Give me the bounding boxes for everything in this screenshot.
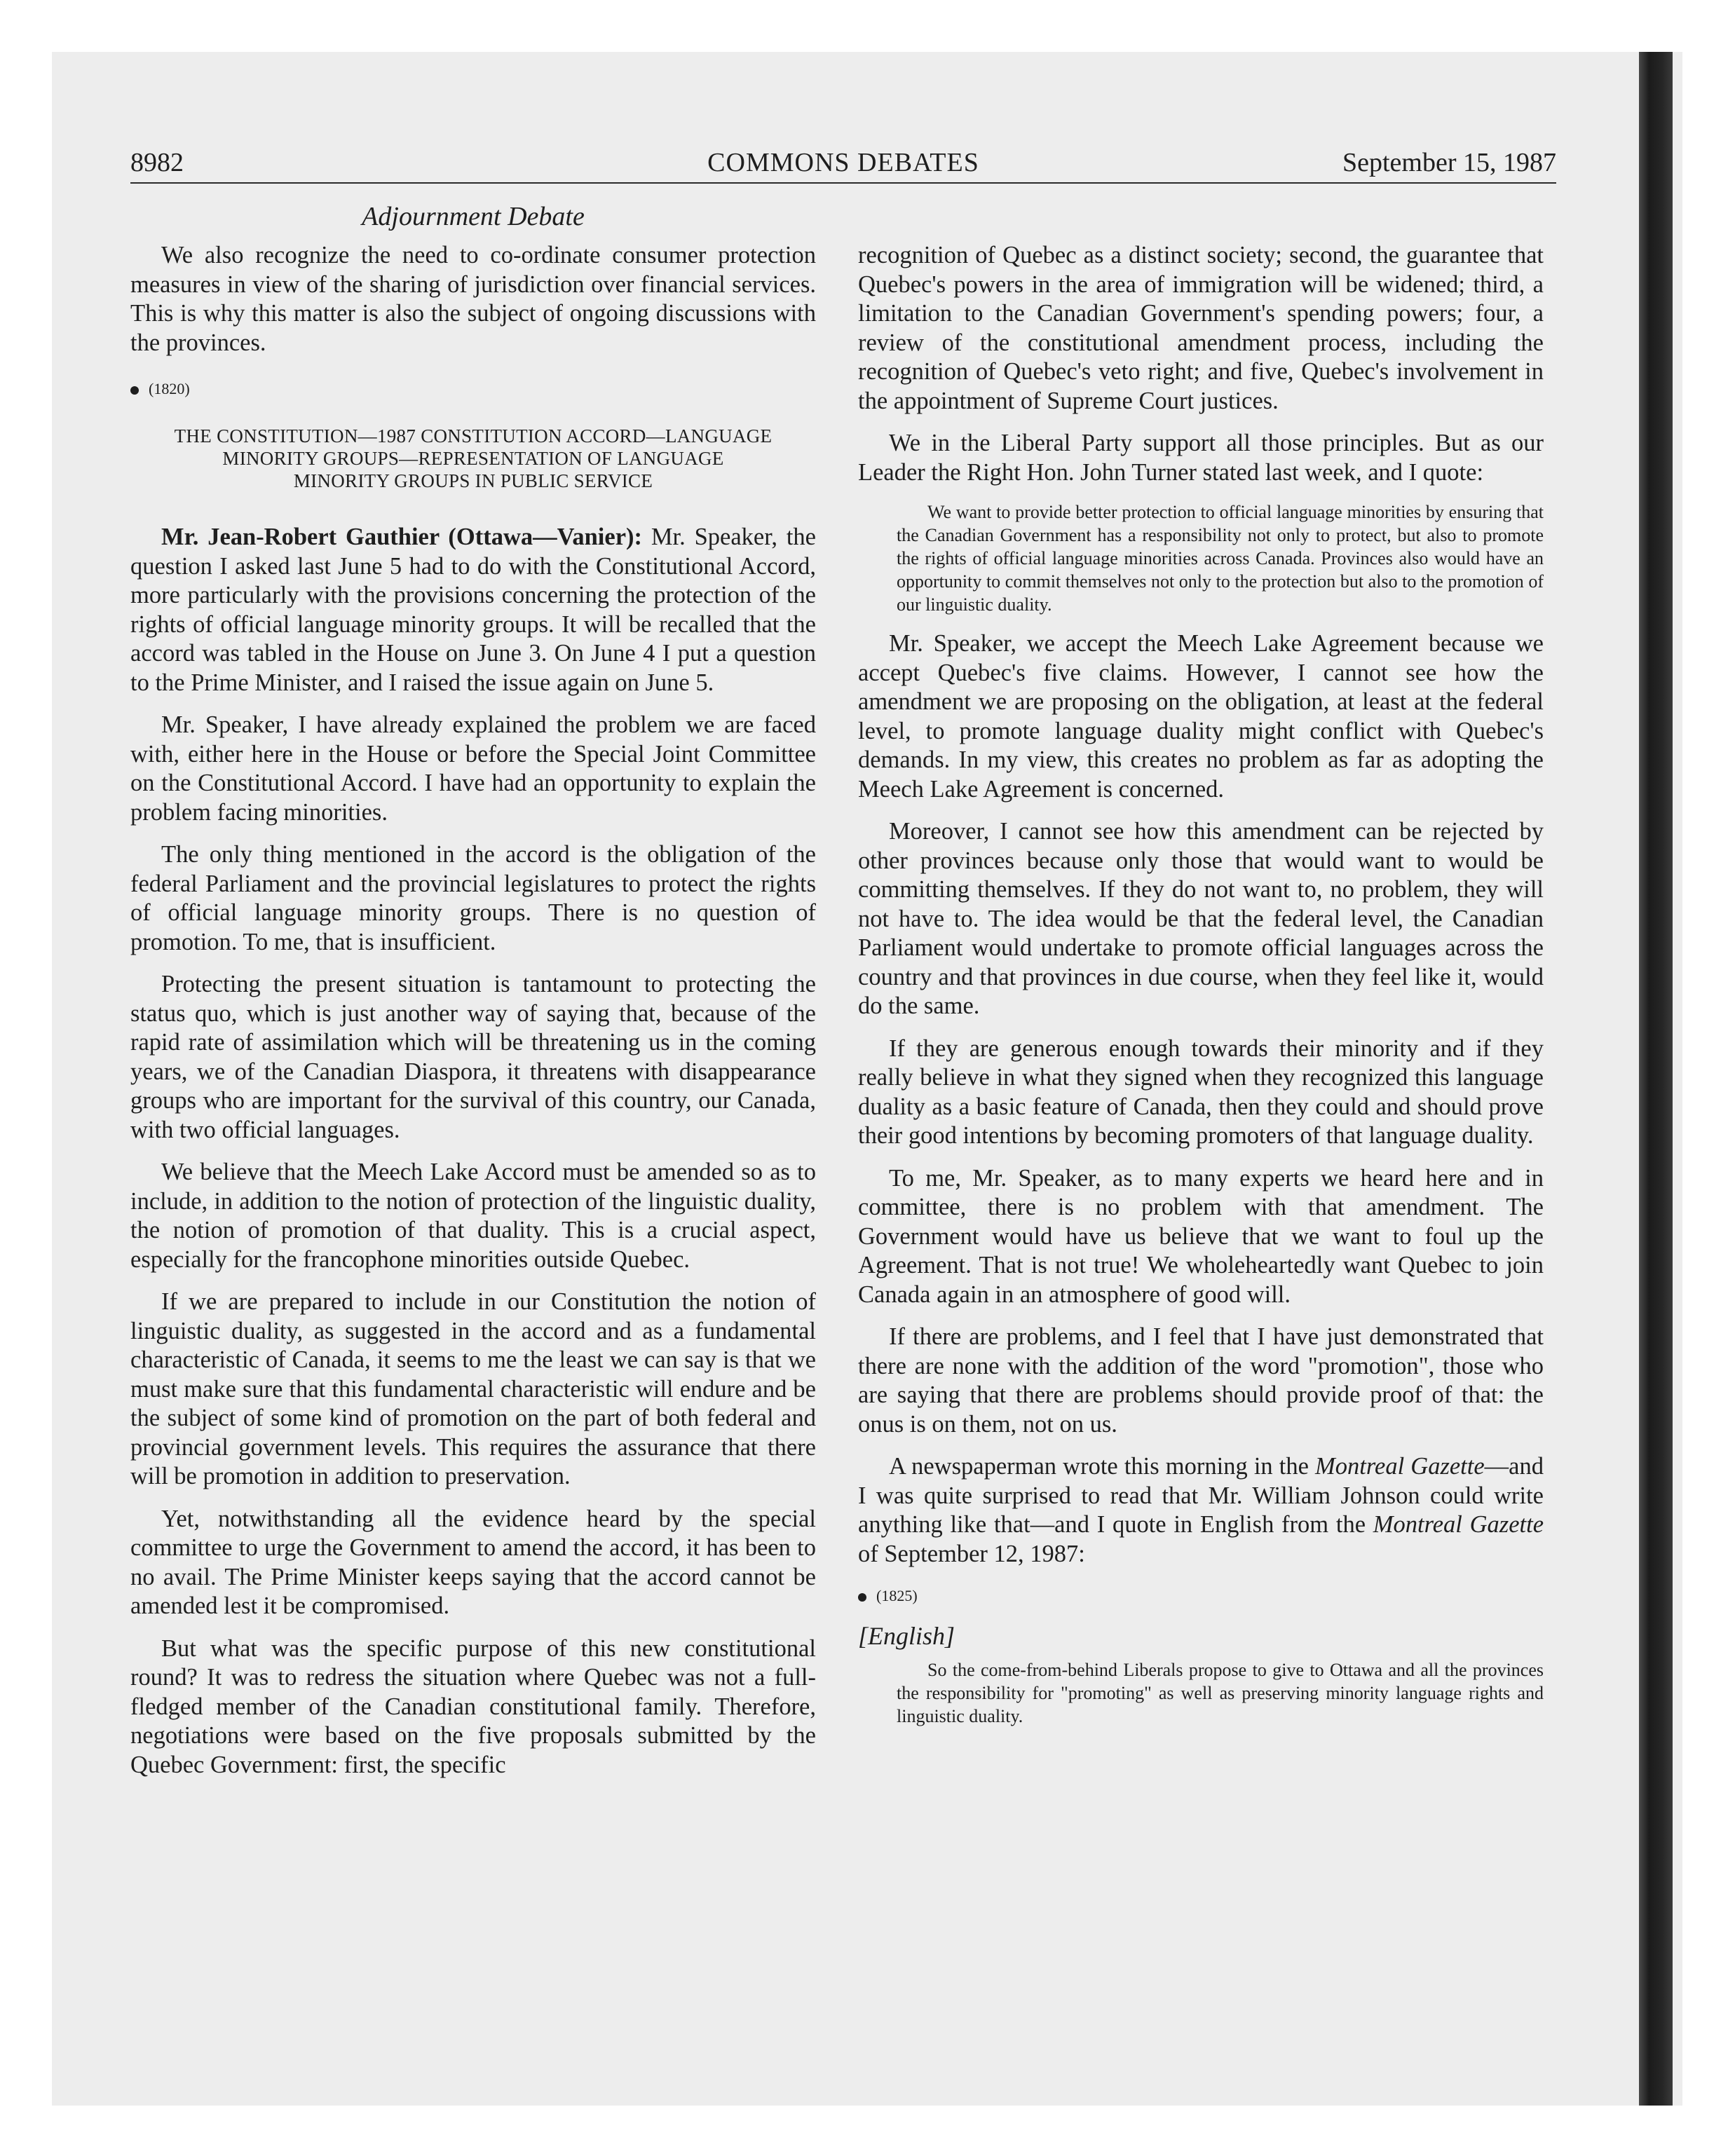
- paragraph: We also recognize the need to co-ordinate consumer protection measures in view of the sharing of jurisdiction over financial services. This is why this matter is also the subject of ongoing discussions with the provinces.: [130, 242, 816, 356]
- bullet-icon: [858, 1593, 866, 1602]
- speech-text: Mr. Speaker, the question I asked last June 5 had to do with the Constitutional Accord, more particularly with the provisions concerning the protection of the rights of official language minority groups. It will be recalled that the accord was tabled in the House on June 3. On June 4 I put a question to the Prime Minister, and I raised the issue again on June 5.: [130, 524, 816, 696]
- paragraph: [858, 1452, 1544, 1569]
- running-header: [130, 146, 1556, 184]
- paragraph: recognition of Quebec as a distinct society; second, the guarantee that Quebec's powers in the area of immigration will be widened; third, a limitation to the Canadian Government's spending powers; four, a review of the constitutional amendment process, including the recognition of Quebec's veto right; and five, Quebec's involvement in the appointment of Supreme Court justices.: [858, 242, 1544, 414]
- timestamp-marker: [130, 378, 816, 400]
- block-quote: So the come-from-behind Liberals propose to give to Ottawa and all the provinces the responsibility for "promoting" as well as preserving minority language rights and linguistic duality.: [897, 1660, 1544, 1726]
- section-title: [130, 425, 816, 492]
- paragraph: Mr. Speaker, I have already explained the problem we are faced with, either here in the House or before the Special Joint Committee on the Constitutional Accord. I have had an opportunity to explain the problem facing minorities.: [130, 711, 816, 826]
- newspaper-title: Montreal Gazette: [1315, 1453, 1485, 1480]
- speech-paragraph: [130, 523, 816, 697]
- paragraph: We in the Liberal Party support all those principles. But as our Leader the Right Hon. John Turner stated last week, and I quote:: [858, 430, 1544, 486]
- paragraph: The only thing mentioned in the accord is the obligation of the federal Parliament and the provincial legislatures to protect the rights of official language minority groups. There is no question of promotion. To me, that is insufficient.: [130, 841, 816, 955]
- paragraph: Protecting the present situation is tantamount to protecting the status quo, which is just another way of saying that, because of the rapid rate of assimilation which will be threatening us in the coming years, we of the Canadian Diaspora, it threatens with disappearance groups who are important for the survival of this country, our Canada, with two official languages.: [130, 971, 816, 1143]
- left-column: [130, 241, 816, 1793]
- paragraph-text: of September 12, 1987:: [858, 1540, 1085, 1567]
- paragraph: Yet, notwithstanding all the evidence heard by the special committee to urge the Government to amend the accord, it has been to no avail. The Prime Minister keeps saying that the accord cannot be amended lest it be compromised.: [130, 1505, 816, 1619]
- timestamp: (1820): [149, 380, 190, 397]
- page-edge-shadow: [1639, 52, 1673, 2106]
- timestamp: (1825): [876, 1587, 918, 1604]
- paragraph: But what was the specific purpose of this new constitutional round? It was to redress the situation where Quebec was not a full-fledged member of the Canadian constitutional family. Therefore, negotiations were based on the five proposals submitted by the Quebec Government: first, the specific: [130, 1635, 816, 1778]
- header-date: September 15, 1987: [1342, 148, 1556, 177]
- section-title-line: MINORITY GROUPS IN PUBLIC SERVICE: [293, 470, 653, 491]
- paragraph: If they are generous enough towards their minority and if they really believe in what they signed when they recognized this language duality as a basic feature of Canada, then they could and should prove their good intentions by becoming promoters of that language duality.: [858, 1035, 1544, 1149]
- right-column: [858, 241, 1544, 1741]
- paragraph-text: —and I was quite surprised to read that Mr. William Johnson could write anything like that—and I quote in English from the: [858, 1453, 1544, 1538]
- paragraph: To me, Mr. Speaker, as to many experts we heard here and in committee, there is no problem with that amendment. The Government would have us believe that we want to foul up the Agreement. That is not true! We wholeheartedly want Quebec to join Canada again in an atmosphere of good will.: [858, 1164, 1544, 1308]
- publication-title: COMMONS DEBATES: [707, 148, 979, 177]
- page-number: 8982: [130, 148, 184, 177]
- paragraph-text: A newspaperman wrote this morning in the: [889, 1453, 1309, 1480]
- paragraph: We believe that the Meech Lake Accord must be amended so as to include, in addition to the notion of protection of the linguistic duality, the notion of promotion of that duality. This is a crucial aspect, especially for the francophone minorities outside Quebec.: [130, 1159, 816, 1273]
- paragraph: Moreover, I cannot see how this amendment can be rejected by other provinces because only those that would want to would be committing themselves. If they do not want to, no problem, they will not have to. The idea would be that the federal level, the Canadian Parliament would undertake to promote official languages across the country and that provinces in due course, when they feel like it, would do the same.: [858, 818, 1544, 1019]
- speaker-name: Mr. Jean-Robert Gauthier (Ottawa—Vanier):: [161, 524, 642, 550]
- paragraph: If we are prepared to include in our Constitution the notion of linguistic duality, as suggested in the accord and as a fundamental characteristic of Canada, it seems to me the least we can say is that we must make sure that this fundamental characteristic will endure and be the subject of some kind of promotion on the part of both federal and provincial government levels. This requires the assurance that there will be promotion in addition to preservation.: [130, 1288, 816, 1489]
- section-title-line: THE CONSTITUTION—1987 CONSTITUTION ACCORD—LANGUAGE: [174, 425, 773, 446]
- newspaper-title: Montreal Gazette: [1373, 1511, 1544, 1538]
- paragraph: If there are problems, and I feel that I have just demonstrated that there are none with the addition of the word "promotion", those who are saying that there are problems should provide proof of that: the onus is on them, not on us.: [858, 1323, 1544, 1438]
- block-quote: We want to provide better protection to official language minorities by ensuring that the Canadian Government has a responsibility not only to protect, but also to promote the rights of official language minorities across Canada. Provinces also would have an opportunity to commit themselves not only to the protection but also to the promotion of our linguistic duality.: [897, 502, 1544, 615]
- language-tag: [English]: [858, 1622, 955, 1650]
- section-title-line: MINORITY GROUPS—REPRESENTATION OF LANGUAGE: [222, 448, 724, 469]
- bullet-icon: [130, 386, 139, 395]
- timestamp-marker: [858, 1585, 1544, 1606]
- paragraph: Mr. Speaker, we accept the Meech Lake Agreement because we accept Quebec's five claims. However, I cannot see how the amendment we are proposing on the obligation, at least at the federal level, to promote language duality might conflict with Quebec's demands. In my view, this creates no problem as far as adopting the Meech Lake Agreement is concerned.: [858, 630, 1544, 803]
- section-subhead: Adjournment Debate: [362, 202, 585, 231]
